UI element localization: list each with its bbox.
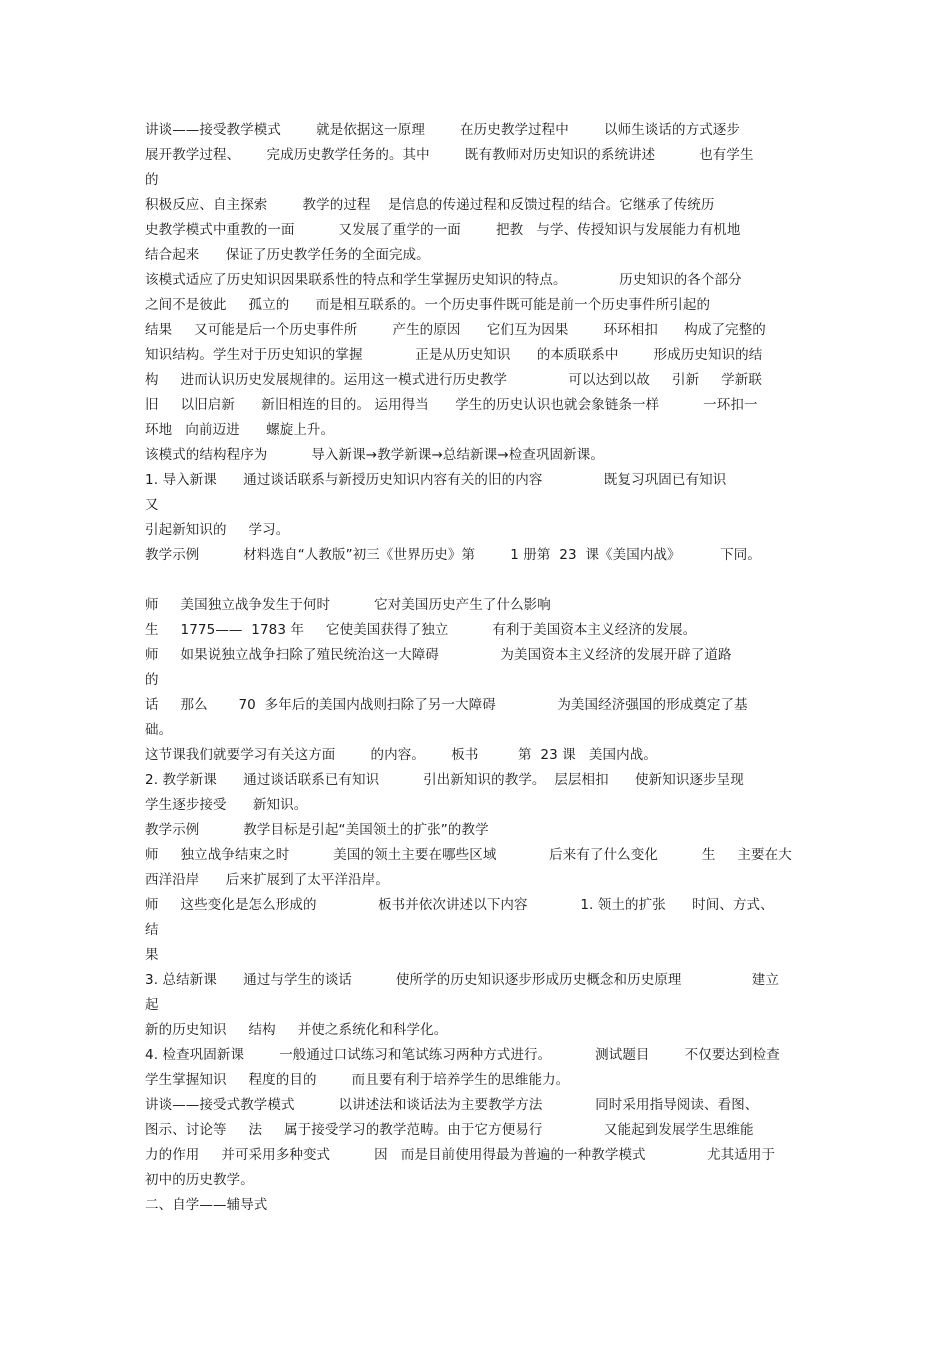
text-line: 环地 向前迈进 螺旋上升。 — [145, 422, 335, 438]
text-line: 果 — [145, 947, 159, 963]
text-line: 师 如果说独立战争扫除了殖民统治这一大障碍 为美国资本主义经济的发展开辟了道路 — [145, 647, 732, 663]
text-line: 结果 又可能是后一个历史事件所 产生的原因 它们互为因果 环环相扣 构成了完整的 — [145, 322, 766, 338]
section-heading: 二、自学——辅导式 — [145, 1197, 268, 1213]
text-line: 结 — [145, 922, 159, 938]
text-line: 讲谈——接受教学模式 就是依据这一原理 在历史教学过程中 以师生谈话的方式逐步 — [145, 122, 740, 138]
text-line: 础。 — [145, 722, 173, 738]
text-line: 师 独立战争结束之时 美国的领土主要在哪些区域 后来有了什么变化 生 主要在大 — [145, 847, 792, 863]
text-line: 西洋沿岸 后来扩展到了太平洋沿岸。 — [145, 872, 389, 888]
text-line: 的 — [145, 672, 159, 688]
text-line: 构 进而认识历史发展规律的。运用这一模式进行历史教学 可以达到以故 引新 学新联 — [145, 372, 762, 388]
text-line: 的 — [145, 172, 159, 188]
text-line: 积极反应、自主探索 教学的过程 是信息的传递过程和反馈过程的结合。它继承了传统历 — [145, 197, 715, 213]
text-line: 教学示例 教学目标是引起“美国领土的扩张”的教学 — [145, 822, 489, 838]
text-line: 4. 检查巩固新课 一般通过口试练习和笔试练习两种方式进行。 测试题目 不仅要达到检查 — [145, 1047, 780, 1063]
text-line: 展开教学过程、 完成历史教学任务的。其中 既有教师对历史知识的系统讲述 也有学生 — [145, 147, 754, 163]
text-line: 讲谈——接受式教学模式 以讲述法和谈话法为主要教学方法 同时采用指导阅读、看图、 — [145, 1097, 759, 1113]
text-line: 3. 总结新课 通过与学生的谈话 使所学的历史知识逐步形成历史概念和历史原理 建立 — [145, 972, 779, 988]
text-line: 又 — [145, 497, 159, 513]
text-line: 生 1775—— 1783 年 它使美国获得了独立 有利于美国资本主义经济的发展。 — [145, 622, 697, 638]
text-line: 力的作用 并可采用多种变式 因 而是目前使用得最为普遍的一种教学模式 尤其适用于 — [145, 1147, 776, 1163]
text-line: 这节课我们就要学习有关这方面 的内容。 板书 第 23 课 美国内战。 — [145, 747, 657, 763]
text-line: 师 这些变化是怎么形成的 板书并依次讲述以下内容 1. 领土的扩张 时间、方式、 — [145, 897, 774, 913]
text-line: 知识结构。学生对于历史知识的掌握 正是从历史知识 的本质联系中 形成历史知识的结 — [145, 347, 763, 363]
text-line: 教学示例 材料选自“人教版”初三《世界历史》第 1 册第 23 课《美国内战》 下同。 — [145, 547, 761, 563]
text-line: 新的历史知识 结构 并使之系统化和科学化。 — [145, 1022, 448, 1038]
text-line: 话 那么 70 多年后的美国内战则扫除了另一大障碍 为美国经济强国的形成奠定了基 — [145, 697, 748, 713]
text-line: 引起新知识的 学习。 — [145, 522, 290, 538]
text-line — [145, 568, 815, 593]
document-body — [145, 118, 815, 1218]
text-line: 该模式适应了历史知识因果联系性的特点和学生掌握历史知识的特点。 历史知识的各个部分 — [145, 272, 742, 288]
text-line: 师 美国独立战争发生于何时 它对美国历史产生了什么影响 — [145, 597, 551, 613]
text-line: 起 — [145, 997, 159, 1013]
text-line: 之间不是彼此 孤立的 而是相互联系的。一个历史事件既可能是前一个历史事件所引起的 — [145, 297, 711, 313]
text-line: 旧 以旧启新 新旧相连的目的。 运用得当 学生的历史认识也就会象链条一样 一环扣一 — [145, 397, 758, 413]
text-line: 1. 导入新课 通过谈话联系与新授历史知识内容有关的旧的内容 既复习巩固已有知识 — [145, 472, 727, 488]
text-line: 2. 教学新课 通过谈话联系已有知识 引出新知识的教学。 层层相扣 使新知识逐步呈现 — [145, 772, 744, 788]
text-line: 学生逐步接受 新知识。 — [145, 797, 308, 813]
text-line: 结合起来 保证了历史教学任务的全面完成。 — [145, 247, 430, 263]
text-line: 史教学模式中重教的一面 又发展了重学的一面 把教 与学、传授知识与发展能力有机地 — [145, 222, 741, 238]
text-line: 学生掌握知识 程度的目的 而且要有利于培养学生的思维能力。 — [145, 1072, 570, 1088]
text-line: 图示、讨论等 法 属于接受学习的教学范畴。由于它方便易行 又能起到发展学生思维能 — [145, 1122, 754, 1138]
text-line: 该模式的结构程序为 导入新课→教学新课→总结新课→检查巩固新课。 — [145, 447, 604, 463]
text-line: 初中的历史教学。 — [145, 1172, 254, 1188]
